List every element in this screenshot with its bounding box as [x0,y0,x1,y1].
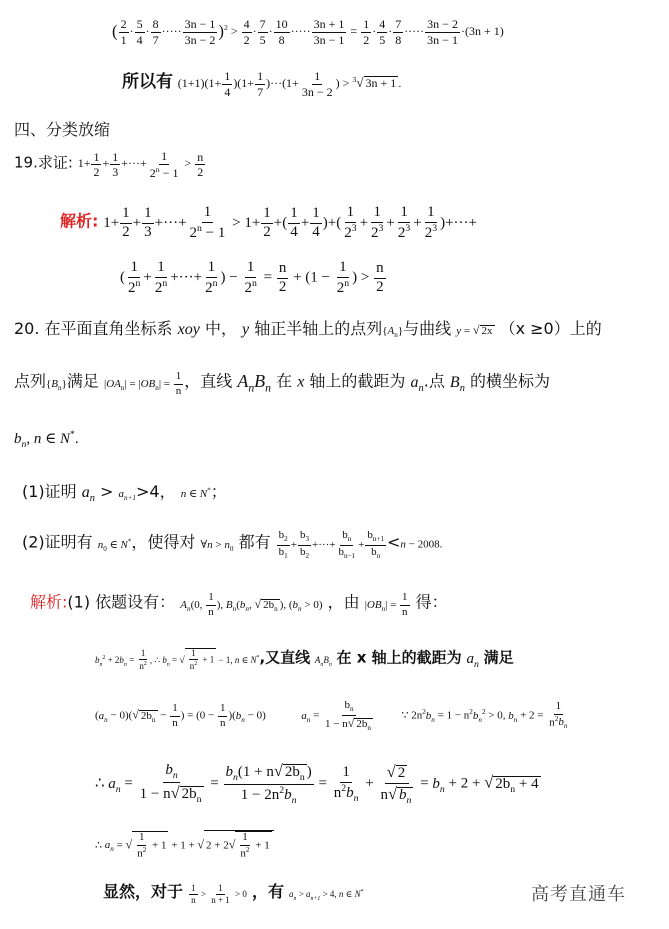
manzu: 满足 [483,648,514,667]
part1-statement: (1)证明 $a_n > a_{n+1}>4$， n ∈ N*； [22,482,227,505]
q20-line2-b: 满足 [66,371,99,391]
inequality-product-line: ( $\frac{2}{1}$ · $\frac{5}{4}$ · $\frac{8}{7}$ ····· $\frac{3n - 1}{3n - 2}$ )$^2$ > $\frac{4}{2}$ · $\frac{7}{5}$ · $\frac{10}{8}$ ····· $\frac{3n + 1}{3n - 1}$ = $\frac{1}{2}$ · $\frac{4}{5}$ · $\frac{7}{8}$ ····· $\frac{3n - 2}{3n - 1}$ ·(3n + 1) [112,17,504,47]
part1-a: (1)证明 [22,482,77,501]
watermark-text: 高考直通车 [531,884,626,905]
q20-intro-c: 轴正半轴上的点列 [254,319,383,338]
q20-line2-a: 点列 [14,371,47,391]
conclusion-line: 所以有 (1+1)(1+ $\frac{1}{4}$ )(1+ $\frac{1}{7}$ )···(1+ $\frac{1}{3n - 2}$ ) > $^3$√ 3n + 1 . [122,69,402,99]
q20-line2-d: 在 [276,371,293,391]
xianran: 显然，对于 [103,882,184,901]
suoyi-you-label: 所以有 [122,71,173,92]
q20-intro-e: （x ≥0）上的 [499,319,602,338]
you: ，有 [251,882,284,901]
q20-line2-f: .点 [423,371,445,391]
sol1-line5: ∴ $a_n$ = √ $\frac{1}{n^2}$ + 1 + 1 + √ 2 + 2√ $\frac{1}{n^2}$ + 1 [95,830,274,860]
q19-solution-line2: ( $\frac{1}{2^n}$ + $\frac{1}{2^n}$ +···+ $\frac{1}{2^n}$ ) − $\frac{1}{2^n}$ = $\frac{n}{2}$ + (1 − $\frac{1}{2^n}$ ) > $\frac{n}{2}$ [120,259,384,296]
jiexi-label: 解析: [60,211,99,231]
part2-d: < [387,532,401,552]
q20-intro-b: 中， [204,319,237,338]
q20-intro-a: 20. 在平面直角坐标系 [14,319,173,338]
part1-b: >4， [136,482,176,501]
part2-c: 都有 [238,532,271,552]
q20-line2-g: 的横坐标为 [470,371,551,391]
you-de: ，由 [327,592,360,612]
sol1-line1: 解析:(1) 依题设有： $A_n(0$, $\frac{1}{n}$ ), $B_n(b_n$, √ $2b_n$ ), $(b_n > 0)$ ，由 $|OB_n|$ = $\frac{1}{n}$ 得： [30,591,448,618]
you-zhixian: ,又直线 [259,648,311,667]
de: 得： [415,592,448,612]
q19-statement: 19.求证: 1+ $\frac{1}{2}$ + $\frac{1}{3}$ +···+ $\frac{1}{2^n - 1}$ > $\frac{n}{2}$ [14,149,204,180]
sol1-line3: $(a_n - 0)(√$ $2b_n$ − $\frac{1}{n}$ ) = (0 − $\frac{1}{n}$ )$(b_n - 0)$ $a_n$ = $\frac{b_n}{1 - n√ 2b_n}$ ∵ $2n^2b_n = 1 - n^2b_n^2 > 0$, $b_n + 2$ = $\frac{1}{n^2b_n}$ [95,699,568,732]
sol1-line6: 显然，对于 $\frac{1}{n}$ > $\frac{1}{n + 1}$ > 0 ，有 $a_n > a_{n+1} > 4$, n ∈ N* [103,882,364,906]
q20-line1: 20. 在平面直角坐标系 xoy 中， y 轴正半轴上的点列$\{A_n\}$与曲线 y = √ 2x （x ≥0）上的 [14,319,602,340]
jiexi1-label: 解析:(1) 依题设有： [30,592,176,612]
sol1-line4: ∴ $a_n$ = $\frac{b_n}{1 - n√ 2b_n}$ = $\frac{b_n(1 + n√ 2b_n )}{1 - 2n^2b_n}$ = $\frac{1}{n^2b_n}$ + $\frac{√ 2}{n√ b_n}$ = $b_n + 2$ + √ $2b_n + 4$ [95,761,539,807]
q19-label: 19.求证: [14,153,73,172]
q20-intro-d: 与曲线 [403,319,452,338]
q20-line2: 点列$\{B_n\}$满足 $|OA_n| = |OB_n|$ = $\frac{1}{n}$ ，直线 $A_nB_n$ 在 x 轴上的截距为 $a_n$.点 $B_n$ 的横坐标为 [14,370,551,397]
part2-a: (2)证明有 [22,532,93,552]
q20-line2-c: ，直线 [184,371,233,391]
q20-line2-e: 轴上的截距为 [309,371,406,391]
part2-statement: (2)证明有 $n_0$ ∈ N*，使得对 ∀n > $n_0$ 都有 $\frac{b_2}{b_1}$ + $\frac{b_3}{b_2}$ +···+ $\frac{b_n}{b_{n-1}}$ + $\frac{b_{n+1}}{b_n}$ <n − 2008. [22,529,443,560]
sol1-line2: $b_n^2 + 2b_n$ = $\frac{1}{n^2}$ , ∴ $b_n$ = √ $\frac{1}{n^2}$ + 1 − 1, n ∈ N*,又直线 $A_nB_n$ 在 x 轴上的截距为 $a_n$ 满足 [95,648,514,672]
zai-x-jiezhu: 在 x 轴上的截距为 [336,648,462,667]
section-title: 四、分类放缩 [14,120,111,139]
q20-line3: $b_n$, n ∈ N*. [14,429,79,450]
part2-b: ，使得对 [131,532,196,552]
q19-solution-line1: 解析: 1+ $\frac{1}{2}$ + $\frac{1}{3}$ +···+ $\frac{1}{2^n - 1}$ > 1+ $\frac{1}{2}$ +( $\frac{1}{4}$ + $\frac{1}{4}$ )+( $\frac{1}{2^3}$ + $\frac{1}{2^3}$ + $\frac{1}{2^3}$ + $\frac{1}{2^3}$ )+···+ [60,204,477,241]
